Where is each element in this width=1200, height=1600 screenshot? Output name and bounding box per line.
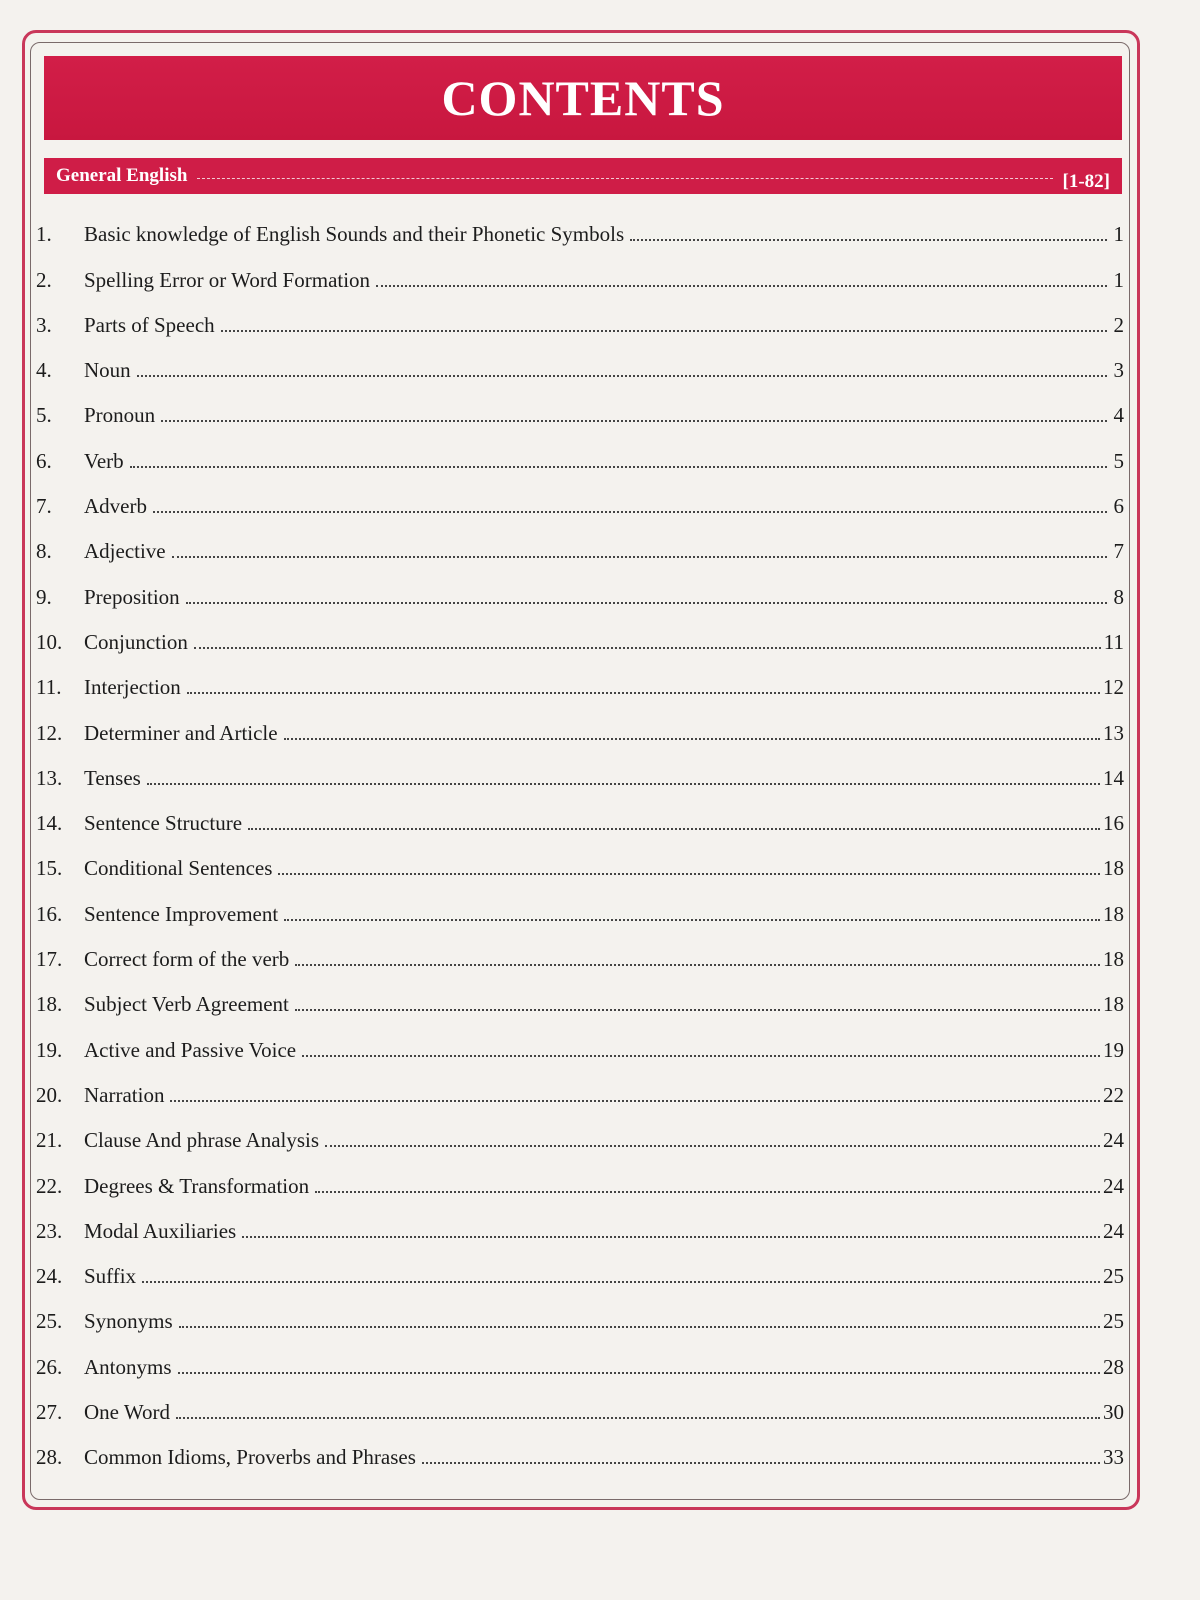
entry-number: 28. [36, 1445, 63, 1470]
entry-page: 14 [1103, 765, 1124, 790]
dot-leader [221, 330, 1107, 332]
entry-page: 6 [1113, 494, 1124, 519]
contents-list [36, 202, 1124, 1470]
dot-leader [153, 511, 1107, 513]
entry-page: 33 [1103, 1445, 1124, 1470]
contents-entry [36, 1108, 1124, 1153]
contents-entry [36, 1244, 1124, 1289]
contents-entry [36, 881, 1124, 926]
entry-number: 22. [36, 1173, 63, 1198]
contents-entry [36, 428, 1124, 473]
entry-number: 26. [36, 1354, 63, 1379]
entry-title: Sentence Structure [84, 811, 243, 836]
entry-page: 18 [1103, 901, 1124, 926]
entry-page: 3 [1113, 358, 1124, 383]
dot-leader [147, 783, 1100, 785]
contents-entry [36, 247, 1124, 292]
contents-entry [36, 474, 1124, 519]
entry-number: 21. [36, 1128, 63, 1153]
contents-entry [36, 1017, 1124, 1062]
entry-page: 1 [1113, 267, 1124, 292]
entry-title: Modal Auxiliaries [84, 1218, 237, 1243]
entry-title: Parts of Speech [84, 312, 215, 337]
entry-number: 15. [36, 856, 63, 881]
entry-number: 17. [36, 947, 63, 972]
entry-title: Clause And phrase Analysis [84, 1128, 320, 1153]
entry-page: 24 [1103, 1218, 1124, 1243]
entry-page: 24 [1103, 1128, 1124, 1153]
contents-entry [36, 791, 1124, 836]
entry-title: Pronoun [84, 403, 156, 428]
contents-entry [36, 700, 1124, 745]
entry-title: Antonyms [84, 1354, 172, 1379]
entry-title: Common Idioms, Proverbs and Phrases [84, 1445, 416, 1470]
dot-leader [325, 1145, 1100, 1147]
entry-number: 6. [36, 448, 52, 473]
dot-leader [194, 647, 1101, 649]
dot-leader [422, 1462, 1100, 1464]
entry-title: Adjective [84, 539, 166, 564]
entry-title: Spelling Error or Word Formation [84, 267, 371, 292]
entry-number: 27. [36, 1400, 63, 1425]
entry-number: 18. [36, 992, 63, 1017]
dot-leader [186, 602, 1107, 604]
entry-page: 7 [1113, 539, 1124, 564]
entry-title: Noun [84, 358, 131, 383]
contents-entry [36, 1199, 1124, 1244]
dot-leader [295, 964, 1100, 966]
entry-title: Suffix [84, 1264, 137, 1289]
entry-page: 25 [1103, 1309, 1124, 1334]
entry-title: Sentence Improvement [84, 901, 279, 926]
entry-page: 16 [1103, 811, 1124, 836]
dot-leader [170, 1100, 1100, 1102]
contents-entry [36, 338, 1124, 383]
entry-number: 2. [36, 267, 52, 292]
section-page-range: [1-82] [1062, 171, 1110, 192]
contents-entry [36, 927, 1124, 972]
entry-title: Interjection [84, 675, 181, 700]
entry-page: 22 [1103, 1082, 1124, 1107]
entry-page: 5 [1113, 448, 1124, 473]
entry-title: One Word [84, 1400, 170, 1425]
entry-page: 4 [1113, 403, 1124, 428]
contents-entry [36, 746, 1124, 791]
entry-title: Basic knowledge of English Sounds and their Phonetic Symbols [84, 222, 625, 247]
contents-entry [36, 202, 1124, 247]
dot-leader [284, 738, 1100, 740]
entry-title: Active and Passive Voice [84, 1037, 297, 1062]
section-label: General English [56, 165, 188, 186]
contents-entry [36, 655, 1124, 700]
section-header-general-english [44, 158, 1122, 194]
page-title: CONTENTS [441, 70, 725, 126]
dot-leader [284, 919, 1100, 921]
dot-leader [172, 556, 1107, 558]
contents-entry [36, 1289, 1124, 1334]
entry-title: Preposition [84, 584, 180, 609]
entry-number: 11. [36, 675, 62, 700]
entry-number: 13. [36, 765, 63, 790]
entry-page: 8 [1113, 584, 1124, 609]
contents-entry [36, 519, 1124, 564]
dot-leader [295, 1009, 1100, 1011]
entry-page: 19 [1103, 1037, 1124, 1062]
entry-number: 9. [36, 584, 52, 609]
entry-page: 12 [1103, 675, 1124, 700]
entry-number: 19. [36, 1037, 63, 1062]
dot-leader [278, 873, 1100, 875]
entry-number: 3. [36, 312, 52, 337]
entry-number: 12. [36, 720, 63, 745]
contents-entry [36, 610, 1124, 655]
dot-leader [130, 466, 1107, 468]
entry-title: Degrees & Transformation [84, 1173, 310, 1198]
contents-entry [36, 1425, 1124, 1470]
contents-banner [44, 56, 1122, 140]
dot-leader [161, 420, 1107, 422]
entry-title: Synonyms [84, 1309, 173, 1334]
dot-leader [376, 285, 1107, 287]
entry-number: 7. [36, 494, 52, 519]
entry-number: 20. [36, 1082, 63, 1107]
dot-leader [178, 1372, 1100, 1374]
entry-page: 2 [1113, 312, 1124, 337]
entry-title: Subject Verb Agreement [84, 992, 289, 1017]
contents-entry [36, 1334, 1124, 1379]
contents-entry [36, 564, 1124, 609]
entry-number: 4. [36, 358, 52, 383]
section-leader [197, 178, 1052, 179]
contents-entry [36, 972, 1124, 1017]
entry-page: 13 [1103, 720, 1124, 745]
dot-leader [242, 1236, 1100, 1238]
entry-number: 5. [36, 403, 52, 428]
entry-page: 18 [1103, 856, 1124, 881]
contents-entry [36, 836, 1124, 881]
entry-page: 1 [1113, 222, 1124, 247]
entry-title: Tenses [84, 765, 141, 790]
entry-number: 25. [36, 1309, 63, 1334]
entry-number: 14. [36, 811, 63, 836]
entry-page: 11 [1103, 629, 1124, 654]
dot-leader [137, 375, 1107, 377]
entry-title: Conditional Sentences [84, 856, 273, 881]
dot-leader [630, 239, 1107, 241]
entry-title: Adverb [84, 494, 147, 519]
dot-leader [179, 1326, 1100, 1328]
entry-number: 1. [36, 222, 52, 247]
entry-page: 30 [1103, 1400, 1124, 1425]
contents-entry [36, 293, 1124, 338]
entry-page: 25 [1103, 1264, 1124, 1289]
dot-leader [302, 1055, 1100, 1057]
entry-number: 10. [36, 629, 63, 654]
contents-entry [36, 383, 1124, 428]
dot-leader [176, 1417, 1100, 1419]
entry-number: 24. [36, 1264, 63, 1289]
entry-title: Conjunction [84, 629, 188, 654]
dot-leader [187, 692, 1100, 694]
entry-page: 24 [1103, 1173, 1124, 1198]
entry-title: Narration [84, 1082, 165, 1107]
contents-entry [36, 1063, 1124, 1108]
entry-title: Correct form of the verb [84, 947, 290, 972]
entry-title: Verb [84, 448, 124, 473]
dot-leader [315, 1191, 1100, 1193]
contents-entry [36, 1380, 1124, 1425]
contents-entry [36, 1153, 1124, 1198]
dot-leader [142, 1281, 1100, 1283]
entry-number: 16. [36, 901, 63, 926]
entry-number: 8. [36, 539, 52, 564]
entry-number: 23. [36, 1218, 63, 1243]
dot-leader [248, 828, 1100, 830]
entry-page: 18 [1103, 947, 1124, 972]
entry-page: 28 [1103, 1354, 1124, 1379]
entry-page: 18 [1103, 992, 1124, 1017]
entry-title: Determiner and Article [84, 720, 278, 745]
